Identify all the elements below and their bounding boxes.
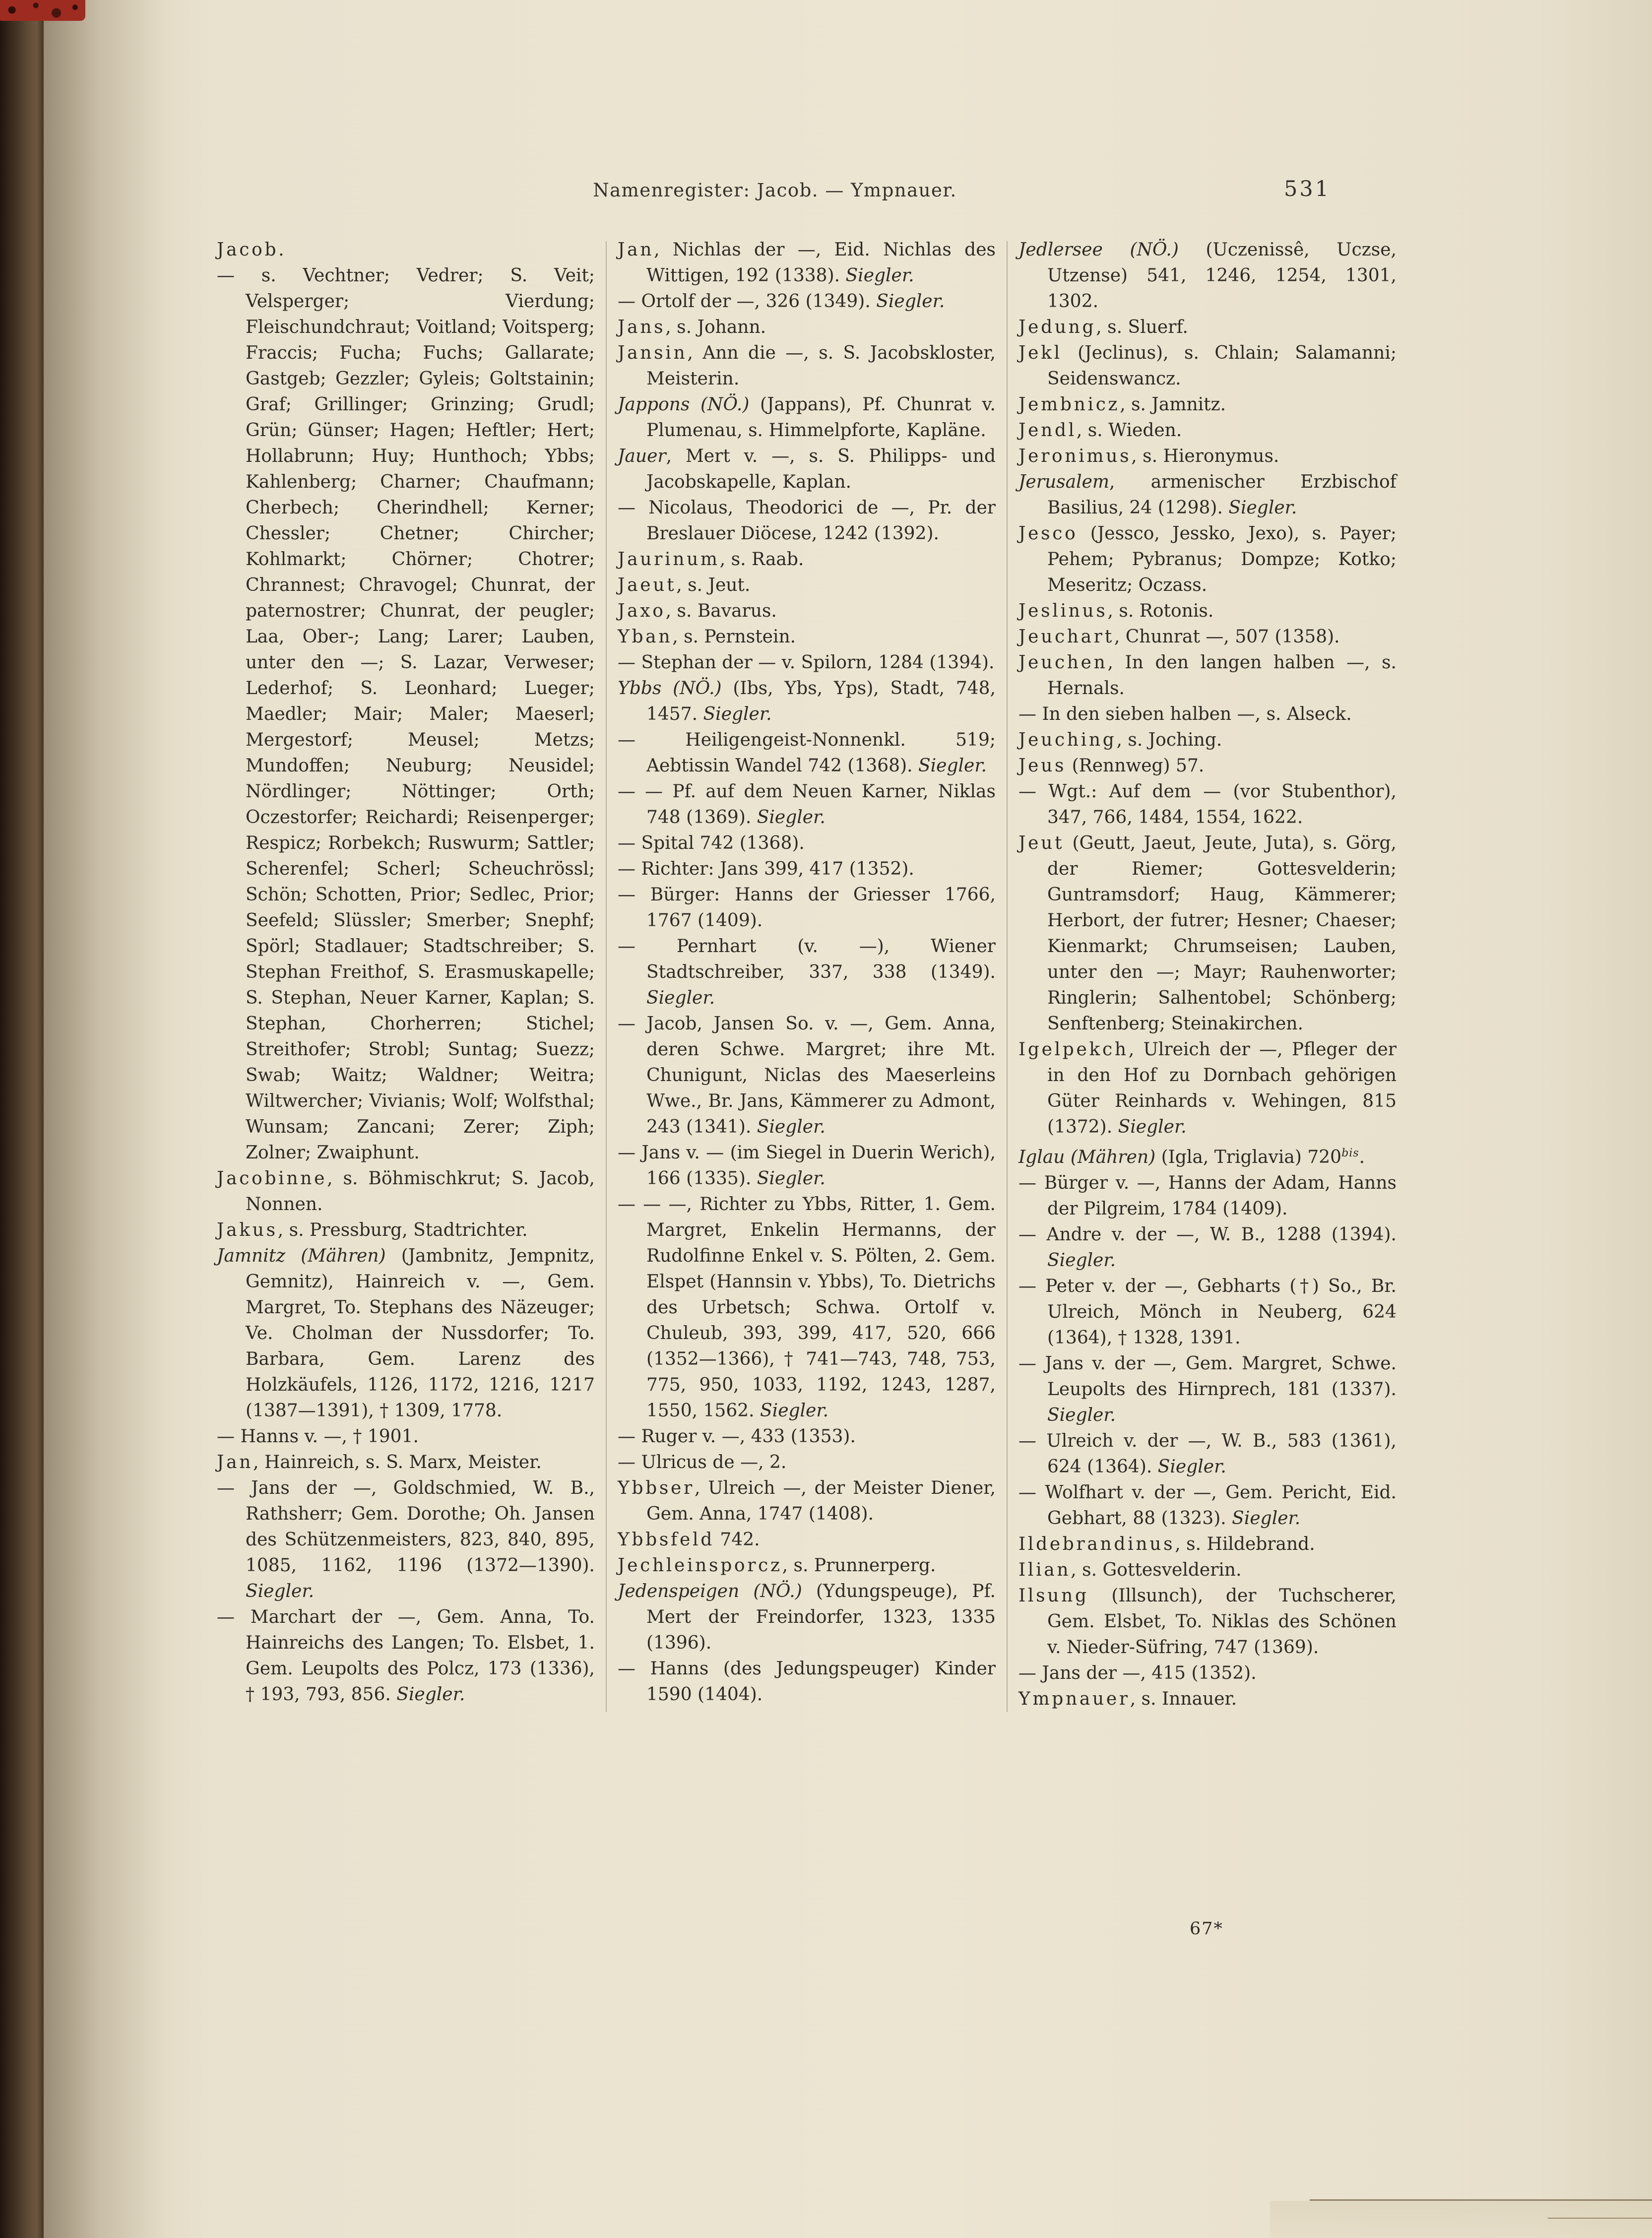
index-entry (1018, 1274, 1397, 1351)
entry-italic-text: Jappons (NÖ.) (618, 394, 750, 415)
entry-text: , Nichlas der —, Eid. Nichlas des Wittigen, 192 (1338). (646, 240, 996, 286)
entry-text: — Nicolaus, Theodorici de —, Pr. der Breslauer Diöcese, 1242 (1392). (618, 498, 996, 544)
entry-headword: Jedung (1018, 317, 1096, 337)
entry-headword: Jeus (1018, 756, 1067, 776)
entry-italic-text: Siegler. (876, 291, 945, 312)
book-binding-edge (0, 0, 44, 2238)
entry-italic-text: Siegler. (757, 807, 826, 828)
entry-text: , s. Hieronymus. (1131, 446, 1279, 466)
entry-headword: Jechleinsporcz (618, 1555, 782, 1576)
entry-headword: Jans (618, 317, 666, 337)
entry-text: , s. Pernstein. (672, 627, 796, 647)
entry-text: — Marchart der —, Gem. Anna, To. Hainreichs des Langen; To. Elsbet, 1. Gem. Leupolts des Polcz, 173 (1336), † 193, 793, 856. (217, 1607, 595, 1705)
entry-italic-text: Iglau (Mähren) (1018, 1147, 1156, 1167)
entry-headword: Jembnicz (1018, 394, 1120, 415)
index-entry (1018, 237, 1397, 315)
entry-text: , Ulreich der —, Pfleger der in den Hof zu Dornbach gehörigen Güter Reinhards v. Wehingen, 815 (1372). (1047, 1039, 1397, 1137)
entry-headword: Jan (618, 240, 654, 260)
index-entry (618, 650, 996, 676)
index-entry (618, 1140, 996, 1192)
index-entry (618, 1475, 996, 1527)
gutter-shadow (44, 0, 168, 2238)
column-rule (1007, 241, 1008, 1712)
entry-text: , Chunrat —, 507 (1358). (1114, 627, 1340, 647)
entry-italic-text: Jauer (618, 446, 666, 466)
index-entry (618, 882, 996, 934)
entry-text: — Ruger v. —, 433 (1353). (618, 1426, 856, 1447)
entry-text: — — Pf. auf dem Neuen Karner, Niklas 748 (1369). (618, 781, 996, 828)
index-entry (217, 1424, 595, 1450)
index-entry (1018, 1222, 1397, 1274)
entry-text: , s. Böhmischkrut; S. Jacob, Nonnen. (246, 1168, 595, 1215)
entry-headword: Ybbsfeld (618, 1530, 714, 1550)
entry-italic-text: Siegler. (646, 988, 715, 1008)
entry-text: (Jappans), Pf. Chunrat v. Plumenau, s. Himmelpforte, Kapläne. (646, 394, 996, 441)
index-entry (1018, 753, 1397, 779)
entry-text: (Rennweg) 57. (1066, 756, 1205, 776)
index-entry (217, 1243, 595, 1424)
index-entry (618, 856, 996, 882)
index-entry (217, 263, 595, 1166)
index-column-1 (217, 237, 595, 1712)
entry-text: , s. Joching. (1116, 730, 1222, 750)
entry-text: — Hanns v. —, † 1901. (217, 1426, 419, 1447)
index-entry (618, 624, 996, 650)
entry-text: (Ibs, Ybs, Yps), Stadt, 748, 1457. (646, 678, 996, 724)
index-entry (1018, 1557, 1397, 1583)
entry-headword: Jaurinum (618, 549, 720, 570)
index-entry (1018, 469, 1397, 521)
entry-text: (Ydungspeuge), Pf. Mert der Freindorfer, 1323, 1335 (1396). (646, 1581, 996, 1653)
page-number: 531 (1284, 177, 1331, 201)
index-entry (1018, 521, 1397, 598)
page-edge-shade (1270, 2201, 1652, 2238)
index-entry (1018, 315, 1397, 340)
entry-headword: Ilian (1018, 1560, 1071, 1580)
entry-text: — Jans v. der —, Gem. Margret, Schwe. Leupolts des Hirnprech, 181 (1337). (1018, 1353, 1397, 1400)
index-columns (217, 237, 1397, 1712)
index-entry (217, 1217, 595, 1243)
index-entry (1018, 1686, 1397, 1712)
entry-headword: Jeuchart (1018, 627, 1114, 647)
entry-italic-text: Siegler. (757, 1117, 826, 1137)
entry-text: , Hainreich, s. S. Marx, Meister. (253, 1452, 542, 1472)
entry-headword: Jeuchen (1018, 652, 1108, 673)
entry-text: (Igla, Triglavia) 720 (1155, 1147, 1342, 1167)
entry-text: — Spital 742 (1368). (618, 833, 805, 853)
index-entry (618, 392, 996, 444)
index-entry (618, 1424, 996, 1450)
index-entry (618, 1579, 996, 1656)
entry-headword: Jaxo (618, 601, 666, 621)
entry-headword: Jendl (1018, 420, 1077, 441)
index-column-2 (618, 237, 996, 1712)
index-entry (1018, 418, 1397, 444)
index-entry (1018, 702, 1397, 727)
entry-text: — In den sieben halben —, s. Alseck. (1018, 704, 1352, 724)
index-entry (618, 444, 996, 495)
entry-headword: Ympnauer (1018, 1689, 1130, 1709)
entry-text: — Jacob, Jansen So. v. —, Gem. Anna, deren Schwe. Margret; ihre Mt. Chunigunt, Niclas des Maeserleins Wwe., Br. Jans, Kämmerer zu Admont, 243 (1341). (618, 1014, 996, 1137)
index-entry (217, 1450, 595, 1475)
entry-text: , s. Raab. (719, 549, 804, 570)
entry-text: , Ulreich —, der Meister Diener, Gem. Anna, 1747 (1408). (646, 1478, 996, 1524)
entry-italic-text: Siegler. (1047, 1405, 1116, 1425)
entry-headword: Jeuching (1018, 730, 1117, 750)
entry-italic-text: Siegler. (703, 704, 772, 724)
entry-text: , Mert v. —, s. S. Philipps- und Jacobskapelle, Kaplan. (646, 446, 996, 492)
entry-italic-text: Siegler. (396, 1684, 465, 1705)
entry-headword: Igelpekch (1018, 1039, 1129, 1060)
index-column-3 (1018, 237, 1397, 1712)
cover-corner-marbled-edge (0, 0, 85, 21)
entry-italic-text: Siegler. (1047, 1250, 1116, 1271)
entry-headword: Jansin (618, 343, 688, 363)
entry-italic-text: Siegler. (760, 1401, 829, 1421)
signature-mark: 67* (1190, 1919, 1224, 1939)
index-entry (1018, 1661, 1397, 1686)
entry-text: , s. Gottesvelderin. (1071, 1560, 1242, 1580)
entry-text: (Jambnitz, Jempnitz, Gemnitz), Hainreich v. —, Gem. Margret, To. Stephans des Näzeuger; Ve. Cholman der Nussdorfer; To. Barbara, Gem. Larenz des Holzkäufels, 1126, 1172, 1216, 1217 (1387—1391), † 1309, 1778. (246, 1246, 595, 1421)
entry-text: — Heiligengeist-Nonnenkl. 519; Aebtissin Wandel 742 (1368). (618, 730, 996, 776)
entry-text: 742. (714, 1530, 760, 1550)
entry-italic-text: Siegler. (1232, 1508, 1301, 1529)
entry-text: — Jans der —, Goldschmied, W. B., Rathsherr; Gem. Dorothe; Oh. Jansen des Schützenmeisters, 823, 840, 895, 1085, 1162, 1196 (1372—1390). (217, 1478, 595, 1576)
index-entry (618, 237, 996, 289)
entry-text: , s. Rotonis. (1107, 601, 1214, 621)
index-entry (1018, 779, 1397, 831)
index-entry (618, 831, 996, 856)
index-entry (618, 340, 996, 392)
entry-text: , s. Wieden. (1076, 420, 1182, 441)
index-entry (618, 1656, 996, 1708)
entry-text: (Jeclinus), s. Chlain; Salamanni; Seidenswancz. (1047, 343, 1397, 389)
entry-headword: Jacob. (217, 240, 287, 260)
entry-italic-text: Siegler. (1118, 1117, 1187, 1137)
entry-headword: Jacobinne (217, 1168, 327, 1189)
entry-headword: Jan (217, 1452, 254, 1472)
entry-headword: Jeronimus (1018, 446, 1132, 466)
entry-text: — Jans v. — (im Siegel in Duerin Werich), 166 (1335). (618, 1143, 996, 1189)
entry-text: — Jans der —, 415 (1352). (1018, 1663, 1257, 1683)
index-entry (1018, 624, 1397, 650)
entry-headword: Jeslinus (1018, 601, 1108, 621)
entry-text: — s. Vechtner; Vedrer; S. Veit; Velsperger; Vierdung; Fleischundchraut; Voitland; Voitsperg; Fraccis; Fucha; Fuchs; Gallarate; Gastgeb; Gezzler; Gyleis; Goltstainin; Graf; Grillinger; Grinzing; Grudl; Grün; Günser; Hagen; Heftler; Hert; Hollabrunn; Huy; Hunthoch; Ybbs; Kahlenberg; Charner; Chaufmann; Cherbech; Cherindhell; Kerner; Chessler; Chetner; Chircher; Kohlmarkt; Chörner; Chotrer; Chrannest; Chravogel; Chunrat, der paternostrer; Chunrat, der peugler; Laa, Ober-; Lang; Larer; Lauben, unter den —; S. Lazar, Verweser; Lederhof; S. Leonhard; Lueger; Maedler; Mair; Maler; Maeserl; Mergestorf; Meusel; Metzs; Mundoffen; Neuburg; Neusidel; Nördlinger; Nöttinger; Orth; Oczestorfer; Reichardi; Reisenperger; Respicz; Rorbekch; Ruswurm; Sattler; Scherenfel; Scherl; Scheuchrössl; Schön; Schotten, Prior; Sedlec, Prior; Seefeld; Slüssler; Smerber; Snephf; Spörl; Stadlauer; Stadtschreiber; S. Stephan Freithof, S. Erasmuskapelle; S. Stephan, Neuer Karner, Kaplan; S. Stephan, Chorherren; Stichel; Streithofer; Strobl; Suntag; Suezz; Swab; Waitz; Waldner; Weitra; Wiltwercher; Vivianis; Wolf; Wolfsthal; Wunsam; Zancani; Zerer; Ziph; Zolner; Zwaiphunt. (217, 265, 595, 1163)
entry-headword: Jekl (1018, 343, 1062, 363)
running-title: Namenregister: Jacob. — Ympnauer. (593, 180, 957, 201)
index-entry (618, 547, 996, 573)
index-entry (1018, 1428, 1397, 1480)
entry-italic-text: Siegler. (757, 1168, 826, 1189)
entry-italic-text: Siegler. (1157, 1457, 1226, 1477)
entry-text: (Geutt, Jaeut, Jeute, Juta), s. Görg, der Riemer; Gottesvelderin; Guntramsdorf; Haug, Kämmerer; Herbort, der futrer; Hesner; Chaeser; Kienmarkt; Chrumseisen; Lauben, unter den —; Mayr; Rauhenworter; Ringlerin; Salhentobel; Schönberg; Senftenberg; Steinakirchen. (1047, 833, 1397, 1034)
entry-text: (Illsunch), der Tuchscherer, Gem. Elsbet, To. Niklas des Schönen v. Nieder-Süfring, 747 (1369). (1047, 1586, 1397, 1658)
entry-text: (Jessco, Jessko, Jexo), s. Payer; Pehem; Pybranus; Dompze; Kotko; Meseritz; Oczass. (1047, 523, 1397, 595)
index-entry (618, 495, 996, 547)
entry-italic-text: Siegler. (246, 1581, 315, 1601)
entry-text: — Peter v. der —, Gebharts (†) So., Br. Ulreich, Mönch in Neuberg, 624 (1364), † 1328, 1391. (1018, 1276, 1397, 1348)
index-entry (618, 1011, 996, 1140)
entry-text: — Pernhart (v. —), Wiener Stadtschreiber, 337, 338 (1349). (618, 936, 996, 982)
entry-headword: Jakus (217, 1220, 278, 1240)
index-entry (217, 1604, 595, 1708)
index-entry (1018, 444, 1397, 469)
index-entry (1018, 340, 1397, 392)
entry-text: — Wolfhart v. der —, Gem. Pericht, Eid. Gebhart, 88 (1323). (1018, 1482, 1397, 1529)
index-entry (1018, 1480, 1397, 1532)
entry-italic-text: Siegler. (918, 756, 987, 776)
index-entry (1018, 831, 1397, 1037)
index-entry (1018, 727, 1397, 753)
entry-text: , s. Bavarus. (665, 601, 777, 621)
index-entry (1018, 1583, 1397, 1661)
index-entry (618, 1527, 996, 1553)
entry-text: , In den langen halben —, s. Hernals. (1047, 652, 1397, 699)
index-entry (618, 1553, 996, 1579)
entry-italic-text: Jamnitz (Mähren) (217, 1246, 386, 1266)
entry-text: , s. Hildebrand. (1175, 1534, 1315, 1554)
entry-text: — Wgt.: Auf dem — (vor Stubenthor), 347, 766, 1484, 1554, 1622. (1018, 781, 1397, 828)
index-entry (1018, 1170, 1397, 1222)
entry-text: , Ann die —, s. S. Jacobskloster, Meisterin. (646, 343, 996, 389)
index-entry (1018, 650, 1397, 702)
entry-text: — Stephan der — v. Spilorn, 1284 (1394). (618, 652, 995, 673)
entry-text: — — —, Richter zu Ybbs, Ritter, 1. Gem. Margret, Enkelin Hermanns, der Rudolfinne Enkel v. S. Pölten, 2. Gem. Elspet (Hannsin v. Ybbs), To. Dietrichs des Urbetsch; Schwa. Ortolf v. Chuleub, 393, 399, 417, 520, 666 (1352—1366), † 741—743, 748, 753, 775, 950, 1033, 1192, 1243, 1287, 1550, 1562. (618, 1194, 996, 1421)
entry-text: , s. Prunnerperg. (782, 1555, 936, 1576)
entry-text: , armenischer Erzbischof Basilius, 24 (1298). (1047, 472, 1397, 518)
entry-text: (Uczenissê, Uczse, Utzense) 541, 1246, 1254, 1301, 1302. (1047, 240, 1397, 312)
entry-headword: Jaeut (618, 575, 677, 595)
entry-headword: Ilsung (1018, 1586, 1089, 1606)
entry-text: — Ortolf der —, 326 (1349). (618, 291, 877, 312)
entry-text: , s. Pressburg, Stadtrichter. (277, 1220, 528, 1240)
index-entry (217, 1166, 595, 1217)
entry-headword: Yban (618, 627, 673, 647)
entry-italic-text: Ybbs (NÖ.) (618, 678, 722, 699)
entry-text: — Bürger: Hanns der Griesser 1766, 1767 (1409). (618, 885, 996, 931)
index-entry (618, 934, 996, 1011)
index-entry (1018, 1351, 1397, 1428)
entry-text: , s. Johann. (665, 317, 766, 337)
index-entry (618, 1450, 996, 1475)
entry-text: , s. Jamnitz. (1120, 394, 1226, 415)
entry-headword: Jeut (1018, 833, 1065, 853)
entry-italic-text: Siegler. (1228, 498, 1297, 518)
column-rule (606, 241, 607, 1712)
index-entry (618, 598, 996, 624)
entry-text: — Andre v. der —, W. B., 1288 (1394). (1018, 1224, 1397, 1245)
entry-text: , s. Jeut. (676, 575, 751, 595)
index-entry (1018, 392, 1397, 418)
page-edge-line (1548, 2218, 1652, 2219)
entry-italic-text: Jerusalem (1018, 472, 1110, 492)
index-entry (618, 779, 996, 831)
entry-text: — Ulricus de —, 2. (618, 1452, 787, 1472)
index-entry (618, 573, 996, 598)
entry-headword: Jesco (1018, 523, 1078, 544)
index-entry (618, 289, 996, 315)
entry-text: bis (1341, 1147, 1359, 1159)
index-entry (1018, 1532, 1397, 1557)
index-entry (217, 237, 595, 263)
entry-text: — Ulreich v. der —, W. B., 583 (1361), 624 (1364). (1018, 1431, 1397, 1477)
entry-italic-text: Siegler. (845, 265, 914, 286)
entry-italic-text: Jedenspeigen (NÖ.) (618, 1581, 802, 1601)
entry-text: — Richter: Jans 399, 417 (1352). (618, 859, 914, 879)
entry-headword: Ildebrandinus (1018, 1534, 1175, 1554)
entry-text: — Hanns (des Jedungspeuger) Kinder 1590 (1404). (618, 1659, 996, 1705)
index-entry (217, 1475, 595, 1604)
entry-text: , s. Innauer. (1130, 1689, 1237, 1709)
index-entry (1018, 1140, 1397, 1170)
index-entry (618, 1192, 996, 1424)
index-entry (1018, 1037, 1397, 1140)
entry-text: — Bürger v. —, Hanns der Adam, Hanns der Pilgreim, 1784 (1409). (1018, 1173, 1397, 1219)
index-entry (618, 315, 996, 340)
index-entry (1018, 598, 1397, 624)
entry-text: . (1359, 1147, 1365, 1167)
index-entry (618, 727, 996, 779)
entry-italic-text: Jedlersee (NÖ.) (1018, 240, 1179, 260)
index-entry (618, 676, 996, 727)
page-edge-line (1310, 2199, 1652, 2201)
entry-text: , s. Sluerf. (1096, 317, 1188, 337)
entry-headword: Ybbser (618, 1478, 695, 1498)
